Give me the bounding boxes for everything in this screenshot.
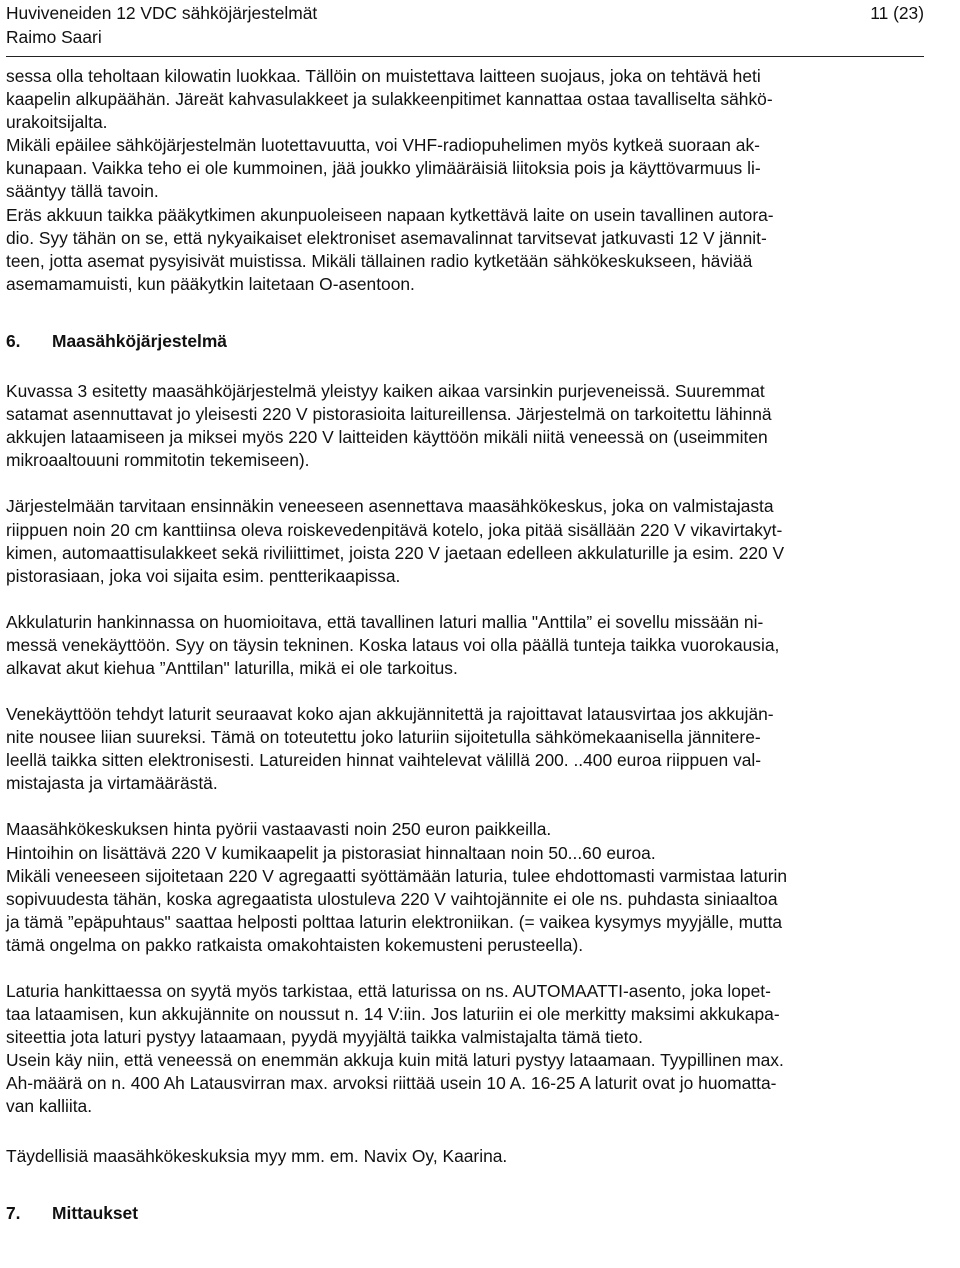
text-line: Täydellisiä maasähkökeskuksia myy mm. em. Navix Oy, Kaarina.: [6, 1145, 508, 1166]
text-line: Usein käy niin, että veneessä on enemmän akkuja kuin mitä laturi pystyy lataamaan. Tyypillinen max.: [6, 1050, 784, 1071]
text-line: Eräs akkuun taikka pääkytkimen akunpuoleiseen napaan kytkettävä laite on usein tavallinen autora-: [6, 204, 774, 225]
text-line: Järjestelmään tarvitaan ensinnäkin veneeseen asennettava maasähkökeskus, joka on valmistajasta: [6, 496, 774, 517]
author-name: Raimo Saari: [6, 27, 102, 47]
text-line: Venekäyttöön tehdyt laturit seuraavat koko ajan akkujännitettä ja rajoittavat latausvirtaa jos akkujän-: [6, 704, 774, 725]
paragraph: [6, 818, 950, 957]
text-line: siteettia jota laturi pystyy lataamaan, pyydä myyjältä taikka valmistajalta tämä tieto.: [6, 1027, 643, 1048]
section-heading: [6, 330, 950, 353]
text-line: dio. Syy tähän on se, että nykyaikaiset elektroniset asemavalinnat tarvitsevat jatkuvasti 12 V jännit-: [6, 227, 767, 248]
text-line: taa lataamisen, kun akkujännite on noussut n. 14 V:iin. Jos laturiin ei ole merkitty maksimi akkukapa-: [6, 1004, 780, 1025]
text-line: ja tämä ”epäpuhtaus" saattaa helposti polttaa laturin elektroniikan. (= vaikea kysymys myyjälle, mutta: [6, 911, 783, 932]
text-line: mistajasta ja virtamäärästä.: [6, 773, 218, 794]
intro-paragraph: [6, 65, 950, 296]
text-line: messä venekäyttöön. Syy on täysin tekninen. Koska lataus voi olla päällä tunteja taikka vuorokausia,: [6, 634, 780, 655]
text-line: sääntyy tällä tavoin.: [6, 181, 159, 202]
text-line: leellä taikka sitten elektronisesti. Latureiden hinnat vaihtelevat välillä 200. ..400 euroa riippuen val-: [6, 750, 762, 771]
page-number: 11 (23): [870, 3, 924, 23]
document-title: Huviveneiden 12 VDC sähköjärjestelmät: [6, 3, 318, 23]
paragraph: [6, 611, 950, 680]
text-line: tämä ongelma on pakko ratkaista omakohtaisten kokemusteni perusteella).: [6, 934, 584, 955]
text-line: Maasähkökeskuksen hinta pyörii vastaavasti noin 250 euron paikkeilla.: [6, 819, 552, 840]
document-body: [6, 65, 950, 1225]
text-line: akkujen lataamiseen ja miksei myös 220 V laitteiden käyttöön mikäli niitä veneessä on (useimmiten: [6, 427, 768, 448]
paragraph: [6, 495, 950, 587]
text-line: Laturia hankittaessa on syytä myös tarkistaa, että laturissa on ns. AUTOMAATTI-asento, joka lopet-: [6, 981, 771, 1001]
text-line: Hintoihin on lisättävä 220 V kumikaapelit ja pistorasiat hinnaltaan noin 50...60 euroa.: [6, 842, 656, 863]
text-line: Kuvassa 3 esitetty maasähköjärjestelmä yleistyy kaiken aikaa varsinkin purjeveneissä. Suuremmat: [6, 381, 765, 402]
text-line: kaapelin alkupäähän. Järeät kahvasulakkeet ja sulakkeenpitimet kannattaa ostaa tavalliselta sähkö-: [6, 89, 773, 110]
text-line: Akkulaturin hankinnassa on huomioitava, että tavallinen laturi mallia "Anttila” ei sovellu missään ni-: [6, 611, 764, 632]
text-line: mikroaaltouuni rommitotin tekemiseen).: [6, 450, 310, 471]
paragraph: [6, 703, 950, 795]
section-number: 7.: [6, 1202, 21, 1223]
text-line: satamat asennuttavat jo yleisesti 220 V pistorasioita laitureillensa. Järjestelmä on tarkoitettu lähinnä: [6, 404, 772, 425]
section-number: 6.: [6, 330, 21, 351]
page-header: [6, 0, 924, 57]
paragraph: [6, 1145, 950, 1168]
text-line: kunapaan. Vaikka teho ei ole kummoinen, jää joukko ylimääräisiä liitoksia pois ja käyttövarmuus li-: [6, 158, 761, 179]
text-line: pistorasiaan, joka voi sijaita esim. pentterikaapissa.: [6, 565, 401, 586]
text-line: asemamamuisti, kun pääkytkin laitetaan O-asentoon.: [6, 273, 415, 294]
text-line: kimen, automaattisulakkeet sekä riviliittimet, joista 220 V jaetaan edelleen akkulaturille ja esim. 220 V: [6, 542, 785, 563]
text-line: Ah-määrä on n. 400 Ah Latausvirran max. arvoksi riittää usein 10 A. 16-25 A laturit ovat jo huomatta-: [6, 1073, 777, 1094]
text-line: alkavat akut kiehua ”Anttilan" laturilla, mikä ei ole tarkoitus.: [6, 657, 458, 678]
section-title: Maasähköjärjestelmä: [52, 330, 227, 351]
text-line: van kalliita.: [6, 1096, 93, 1117]
section-heading: [6, 1202, 950, 1225]
text-line: teen, jotta asemat pysyisivät muistissa. Mikäli tällainen radio kytketään sähkökeskukseen, häviää: [6, 250, 753, 271]
text-line: urakoitsijalta.: [6, 112, 108, 133]
text-line: Mikäli epäilee sähköjärjestelmän luotettavuutta, voi VHF-radiopuhelimen myös kytkeä suoraan ak-: [6, 135, 760, 156]
text-line: sessa olla teholtaan kilowatin luokkaa. Tällöin on muistettava laitteen suojaus, joka on tehtävä heti: [6, 66, 761, 86]
paragraph: [6, 380, 950, 472]
text-line: Mikäli veneeseen sijoitetaan 220 V agregaatti syöttämään laturia, tulee ehdottomasti varmistaa laturin: [6, 865, 788, 886]
text-line: nite nousee liian suureksi. Tämä on toteutettu joko laturiin sijoitetulla sähkömekaanisella jännitere-: [6, 727, 761, 748]
section-title: Mittaukset: [52, 1202, 139, 1223]
paragraph: [6, 980, 950, 1119]
text-line: sopivuudesta tähän, koska agregaatista ulostuleva 220 V vaihtojännite ei ole ns. puhdasta siniaaltoa: [6, 888, 778, 909]
text-line: riippuen noin 20 cm kanttiinsa oleva roiskevedenpitävä kotelo, joka pitää sisällään 220 V vikavirtakyt-: [6, 519, 783, 540]
